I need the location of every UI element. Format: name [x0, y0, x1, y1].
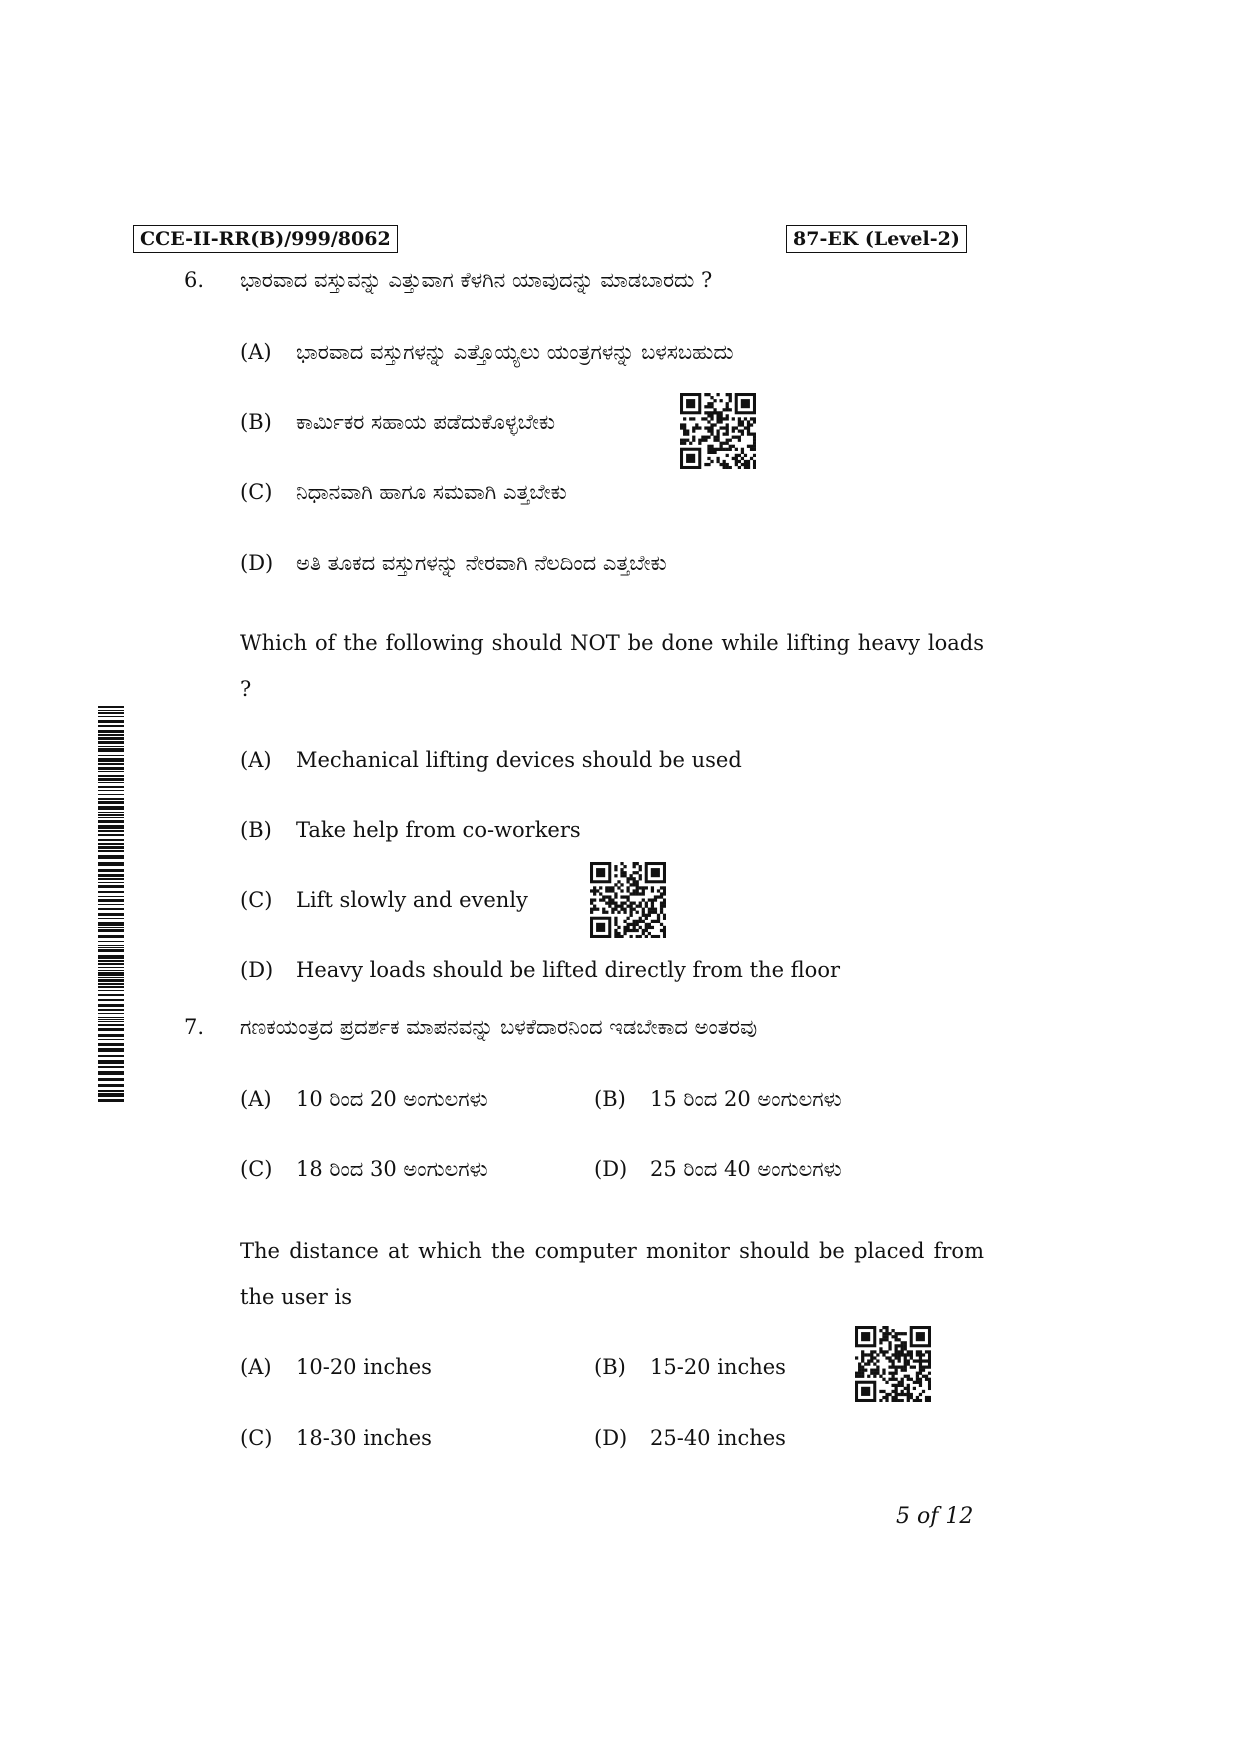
option-text: Mechanical lifting devices should be used: [296, 748, 742, 772]
option-text: 15-20 inches: [650, 1355, 786, 1379]
option-letter: (C): [240, 480, 273, 504]
qr-code-icon: [590, 862, 666, 938]
question-english: The distance at which the computer monitor should be placed from the user is: [240, 1239, 984, 1309]
question-kannada: ಭಾರವಾದ ವಸ್ತುವನ್ನು ಎತ್ತುವಾಗ ಕೆಳಗಿನ ಯಾವುದನ್ನು ಮಾಡಬಾರದು ?: [240, 268, 713, 292]
option-letter: (C): [240, 1157, 273, 1181]
qr-code-icon: [855, 1326, 931, 1402]
question-number: 6.: [184, 268, 205, 292]
option-letter: (A): [240, 340, 272, 364]
option-text: ಅತಿ ತೂಕದ ವಸ್ತುಗಳನ್ನು ನೇರವಾಗಿ ನೆಲದಿಂದ ಎತ್ತಬೇಕು: [296, 551, 667, 575]
option-letter: (D): [240, 958, 274, 982]
option-text: ಭಾರವಾದ ವಸ್ತುಗಳನ್ನು ಎತ್ತೊಯ್ಯಲು ಯಂತ್ರಗಳನ್ನು ಬಳಸಬಹುದು: [296, 340, 734, 364]
option-text: 10 ರಿಂದ 20 ಅಂಗುಲಗಳು: [296, 1087, 488, 1111]
option-text: Take help from co-workers: [296, 818, 581, 842]
option-letter: (D): [594, 1426, 628, 1450]
option-text: ನಿಧಾನವಾಗಿ ಹಾಗೂ ಸಮವಾಗಿ ಎತ್ತಬೇಕು: [296, 480, 567, 504]
option-letter: (B): [594, 1087, 626, 1111]
question-number: 7.: [184, 1015, 205, 1039]
option-letter: (C): [240, 888, 273, 912]
option-text: 25 ರಿಂದ 40 ಅಂಗುಲಗಳು: [650, 1157, 842, 1181]
barcode-icon: [98, 706, 124, 1102]
option-letter: (A): [240, 748, 272, 772]
paper-code-box: [133, 225, 398, 253]
option-text: 25-40 inches: [650, 1426, 786, 1450]
option-text: 10-20 inches: [296, 1355, 432, 1379]
option-text: Heavy loads should be lifted directly from the floor: [296, 958, 841, 982]
option-letter: (B): [594, 1355, 626, 1379]
paper-code: CCE-II-RR(B)/999/8062: [140, 228, 391, 250]
qr-code-icon: [680, 393, 756, 469]
option-text: 18-30 inches: [296, 1426, 432, 1450]
paper-level: 87-EK (Level-2): [793, 228, 960, 250]
option-text: ಕಾರ್ಮಿಕರ ಸಹಾಯ ಪಡೆದುಕೊಳ್ಳಬೇಕು: [296, 410, 556, 434]
option-letter: (D): [594, 1157, 628, 1181]
page-number: 5 of 12: [896, 1504, 974, 1529]
option-letter: (A): [240, 1087, 272, 1111]
option-letter: (A): [240, 1355, 272, 1379]
option-text: 15 ರಿಂದ 20 ಅಂಗುಲಗಳು: [650, 1087, 842, 1111]
option-letter: (D): [240, 551, 274, 575]
option-text: Lift slowly and evenly: [296, 888, 528, 912]
option-letter: (B): [240, 410, 272, 434]
level-box: [786, 225, 967, 253]
option-text: 18 ರಿಂದ 30 ಅಂಗುಲಗಳು: [296, 1157, 488, 1181]
question-english: Which of the following should NOT be done while lifting heavy loads ?: [240, 631, 984, 701]
question-kannada: ಗಣಕಯಂತ್ರದ ಪ್ರದರ್ಶಕ ಮಾಪನವನ್ನು ಬಳಕೆದಾರನಿಂದ ಇಡಬೇಕಾದ ಅಂತರವು: [240, 1015, 758, 1039]
option-letter: (B): [240, 818, 272, 842]
option-letter: (C): [240, 1426, 273, 1450]
